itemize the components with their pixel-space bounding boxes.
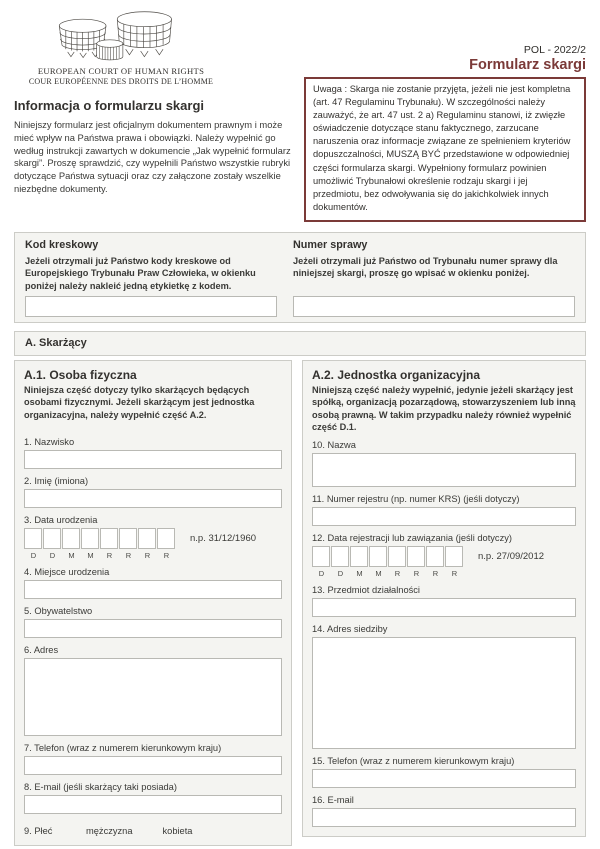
obywatelstwo-input[interactable] (24, 619, 282, 638)
barcode-title: Kod kreskowy (25, 238, 99, 251)
field-label: 12. Data rejestracji lub zawiązania (jeśli dotyczy) (312, 533, 512, 544)
telefon-org-input[interactable] (312, 769, 576, 788)
field-imie (24, 476, 282, 508)
field-label: 16. E-mail (312, 795, 354, 806)
date-letter: D (30, 550, 37, 560)
echr-logo (26, 8, 216, 86)
date-letter: R (394, 569, 401, 579)
notice-box: Uwaga : Skarga nie zostanie przyjęta, jeżeli nie jest kompletna (art. 47 Regulaminu Trybunału). W szczególności należy zauważyć, że art. 47 ust. 2 a) Regulaminu stanowi, iż zwięzłe oświadczenie dotyczące stanu faktycznego, zarzucane naruszenia oraz informacje związane ze spełnieniem kryteriów dopuszczalności, MUSZĄ BYĆ przedstawione w odpowiedniej części formularza skargi. Wypełniony formularz powinien umożliwić Trybunałowi określenie rodzaju skargi i jej przedmiotu, bez odwoływania się do jakichkolwiek innych dokumentów. (304, 77, 586, 222)
field-label: 4. Miejsce urodzenia (24, 566, 110, 577)
field-label: 8. E-mail (jeśli skarżący taki posiada) (24, 781, 177, 792)
field-label: 7. Telefon (wraz z numerem kierunkowym kraju) (24, 742, 222, 753)
numer-rejestru-input[interactable] (312, 507, 576, 526)
field-label: 10. Nazwa (312, 440, 356, 451)
registration-date-digit-cell[interactable] (331, 546, 349, 567)
field-label: 2. Imię (imiona) (24, 475, 89, 486)
date-letter: M (87, 550, 94, 560)
field-miejsce-urodzenia (24, 567, 282, 599)
a1-head (24, 368, 282, 430)
field-adres-siedziby (312, 624, 576, 749)
nazwa-textarea[interactable] (312, 453, 576, 487)
registration-date-digit-cell[interactable] (426, 546, 444, 567)
date-letter: R (432, 569, 439, 579)
section-a-columns (14, 360, 586, 846)
date-letter: R (451, 569, 458, 579)
registration-date-example: n.p. 27/09/2012 (478, 551, 545, 563)
a1-panel (14, 360, 292, 846)
adres-siedziby-textarea[interactable] (312, 637, 576, 749)
field-data-urodzenia (24, 515, 282, 560)
barcode-case-section (14, 232, 586, 323)
date-letter: R (413, 569, 420, 579)
dob-digit-cell[interactable] (157, 528, 175, 549)
a2-intro: Niniejszą część należy wypełnić, jedynie jeżeli skarżący jest spółką, organizacją pozarządową, stowarzyszeniem lub inną osobą prawną. W takim przypadku należy również wypełnić część D.1. (312, 384, 576, 433)
echr-building-icon (46, 8, 196, 66)
date-letter: D (318, 569, 325, 579)
registration-date-digit-cell[interactable] (445, 546, 463, 567)
a1-title: A.1. Osoba fizyczna (24, 367, 137, 382)
dob-letters (24, 551, 282, 560)
case-number-input[interactable] (293, 296, 575, 317)
field-label: 5. Obywatelstwo (24, 605, 93, 616)
barcode-text: Jeżeli otrzymali już Państwo kody kreskowe od Europejskiego Trybunału Praw Człowieka, w okienku poniżej należy nakleić jedną etykietkę z kodem. (25, 255, 256, 291)
registration-date-digit-cell[interactable] (407, 546, 425, 567)
date-letter: M (68, 550, 75, 560)
dob-digit-cell[interactable] (43, 528, 61, 549)
case-number-text: Jeżeli otrzymali już Państwo od Trybunału numer sprawy dla niniejszej skargi, proszę go wpisać w okienku poniżej. (293, 255, 558, 279)
header-left (14, 8, 292, 196)
logo-caption-en: EUROPEAN COURT OF HUMAN RIGHTS (37, 66, 205, 76)
field-nazwa (312, 440, 576, 487)
field-email-org (312, 795, 576, 827)
field-label: 3. Data urodzenia (24, 514, 98, 525)
dob-digit-cell[interactable] (62, 528, 80, 549)
plec-option-mezczyzna[interactable]: mężczyzna (86, 825, 133, 836)
logo-caption-fr: COUR EUROPÉENNE DES DROITS DE L’HOMME (28, 77, 214, 86)
header-right (292, 8, 586, 222)
field-label: 6. Adres (24, 644, 59, 655)
registration-date-row (312, 546, 576, 567)
case-number-column (293, 239, 575, 317)
nazwisko-input[interactable] (24, 450, 282, 469)
date-letter: R (125, 550, 132, 560)
a1-intro: Niniejsza część dotyczy tylko skarżących będących osobami fizycznymi. Jeżeli skarżącym jest jednostka organizacyjna, należy wypełnić część A.2. (24, 384, 255, 420)
dob-cells (24, 528, 176, 549)
info-text: Niniejszy formularz jest oficjalnym dokumentem prawnym i może mieć wpływ na Państwa prawa i obowiązki. Należy wypełnić go według instrukcji zawartych w dokumencie „Jak wypełnić formularz skargi”. Proszę sprawdzić, czy wypełnili Państwo wszystkie rubryki dotyczące Państwa sytuacji oraz czy załączone zostały wszelkie niezbędne dokumenty. (14, 119, 291, 194)
barcode-input[interactable] (25, 296, 277, 317)
a2-panel (302, 360, 586, 838)
plec-option-kobieta[interactable]: kobieta (162, 825, 193, 836)
field-adres (24, 645, 282, 736)
dob-digit-cell[interactable] (81, 528, 99, 549)
dob-digit-cell[interactable] (100, 528, 118, 549)
barcode-column (25, 239, 293, 317)
field-numer-rejestru (312, 494, 576, 526)
field-obywatelstwo (24, 606, 282, 638)
section-a-header: A. Skarżący (14, 331, 586, 356)
dob-row (24, 528, 282, 549)
date-letter: R (106, 550, 113, 560)
field-telefon-org (312, 756, 576, 788)
date-letter: R (163, 550, 170, 560)
date-letter: R (144, 550, 151, 560)
plec-label: 9. Płeć (24, 825, 53, 836)
field-email (24, 782, 282, 814)
field-label: 1. Nazwisko (24, 436, 75, 447)
a2-head (312, 368, 576, 434)
adres-textarea[interactable] (24, 658, 282, 736)
field-data-rejestracji (312, 533, 576, 578)
date-letter: M (356, 569, 363, 579)
dob-digit-cell[interactable] (24, 528, 42, 549)
form-reference: POL - 2022/2 (523, 44, 586, 56)
field-label: 11. Numer rejestru (np. numer KRS) (jeśli dotyczy) (312, 494, 520, 505)
field-label: 14. Adres siedziby (312, 624, 388, 635)
field-label: 15. Telefon (wraz z numerem kierunkowym kraju) (312, 756, 515, 767)
email-org-input[interactable] (312, 808, 576, 827)
field-plec (24, 826, 282, 836)
miejsce-urodzenia-input[interactable] (24, 580, 282, 599)
email-input[interactable] (24, 795, 282, 814)
date-letter: D (49, 550, 56, 560)
registration-date-digit-cell[interactable] (312, 546, 330, 567)
registration-date-letters (312, 569, 576, 578)
header (14, 8, 586, 222)
telefon-input[interactable] (24, 756, 282, 775)
form-title: Formularz skargi (469, 57, 586, 73)
info-title: Informacja o formularzu skargi (14, 98, 204, 113)
a2-title: A.2. Jednostka organizacyjna (312, 367, 481, 382)
registration-date-digit-cell[interactable] (369, 546, 387, 567)
imie-input[interactable] (24, 489, 282, 508)
dob-digit-cell[interactable] (138, 528, 156, 549)
case-number-title: Numer sprawy (293, 238, 368, 251)
field-label: 13. Przedmiot działalności (312, 585, 420, 596)
field-przedmiot-dzialalnosci (312, 585, 576, 617)
registration-date-digit-cell[interactable] (350, 546, 368, 567)
dob-digit-cell[interactable] (119, 528, 137, 549)
date-letter: D (337, 569, 344, 579)
dob-example: n.p. 31/12/1960 (190, 532, 257, 544)
date-letter: M (375, 569, 382, 579)
registration-date-cells (312, 546, 464, 567)
registration-date-digit-cell[interactable] (388, 546, 406, 567)
field-telefon (24, 743, 282, 775)
przedmiot-dzialalnosci-input[interactable] (312, 598, 576, 617)
field-nazwisko (24, 437, 282, 469)
